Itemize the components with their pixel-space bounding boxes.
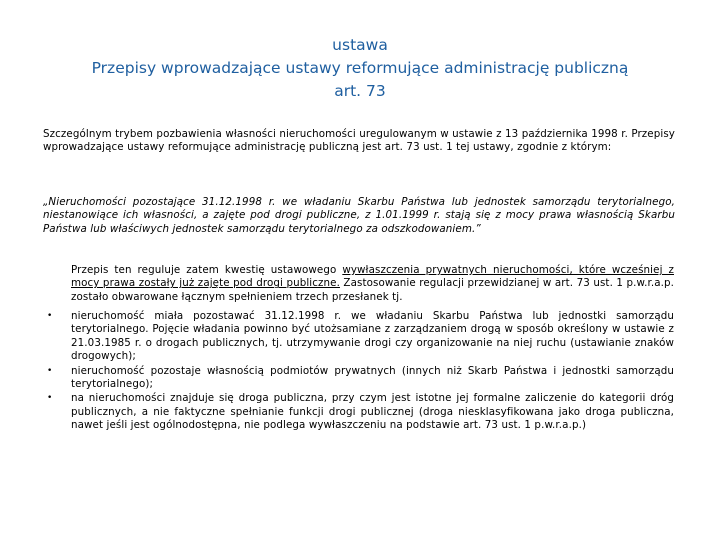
bullet-icon: • [47, 393, 53, 404]
bullet-icon: • [47, 311, 53, 321]
bullet-icon: • [47, 365, 53, 376]
regulation-text-end: Zastosowanie regulacji przewidzianej w art. 73 ust. 1 p.w.r.a.p. zostało obwarowane łącznym spełnieniem trzech przesłanek tj. [71, 277, 674, 303]
list-item-text: nieruchomość pozostaje własnością podmiotów prywatnych (innych niż Skarb Państwa i jednostki samorządu terytorialnego); [71, 364, 674, 391]
list-item-text: nieruchomość miała pozostawać 31.12.1998 r. we władaniu Skarbu Państwa lub jednostki samorządu terytorialnego. Pojęcie władania powinno być utożsamiane z zarządzaniem drogą w sposób określony w ustawie z 21.03.1985 r. o drogach publicznych, tj. utrzymywanie drogi czy organizowanie na niej ruchu (ustawianie znaków drogowych); [71, 310, 674, 363]
regulation-text-underlined: wywłaszczenia prywatnych nieruchomości, które wcześniej z mocy prawa zostały już zajęte pod drogi publiczne. [71, 264, 674, 290]
list-item [47, 392, 674, 432]
list-item [47, 310, 674, 364]
conditions-list [47, 310, 674, 434]
document-title-line-3: art. 73 [334, 82, 386, 100]
document-title-line-2: Przepisy wprowadzające ustawy reformujące administrację publiczną [91, 59, 629, 77]
regulation-text-start: Przepis ten reguluje zatem kwestię ustawowego [71, 264, 343, 276]
list-item-text: na nieruchomości znajduje się droga publiczna, przy czym jest istotne jej formalne zaliczenie do kategorii dróg publicznych, a nie faktyczne spełnianie funkcji drogi publicznej (droga niesklasyfikowana jako droga publiczna, nawet jeśli jest ogólnodostępna, nie podlega wywłaszczeniu na podstawie art. 73 ust. 1 p.w.r.a.p.) [71, 392, 674, 432]
list-item [47, 364, 674, 392]
intro-paragraph: Szczególnym trybem pozbawienia własności nieruchomości uregulowanym w ustawie z 13 października 1998 r. Przepisy wprowadzające ustawy reformujące administrację publiczną jest art. 73 ust. 1 tej ustawy, zgodnie z którym: [43, 128, 675, 154]
document-title-line-1: ustawa [332, 36, 388, 54]
regulation-paragraph [71, 264, 674, 304]
statute-quote: „Nieruchomości pozostające 31.12.1998 r. we władaniu Skarbu Państwa lub jednostek samorządu terytorialnego, niestanowiące ich własności, a zajęte pod drogi publiczne, z 1.01.1999 r. stają się z mocy prawa własnością Skarbu Państwa lub właściwych jednostek samorządu terytorialnego za odszkodowaniem.” [43, 196, 675, 235]
